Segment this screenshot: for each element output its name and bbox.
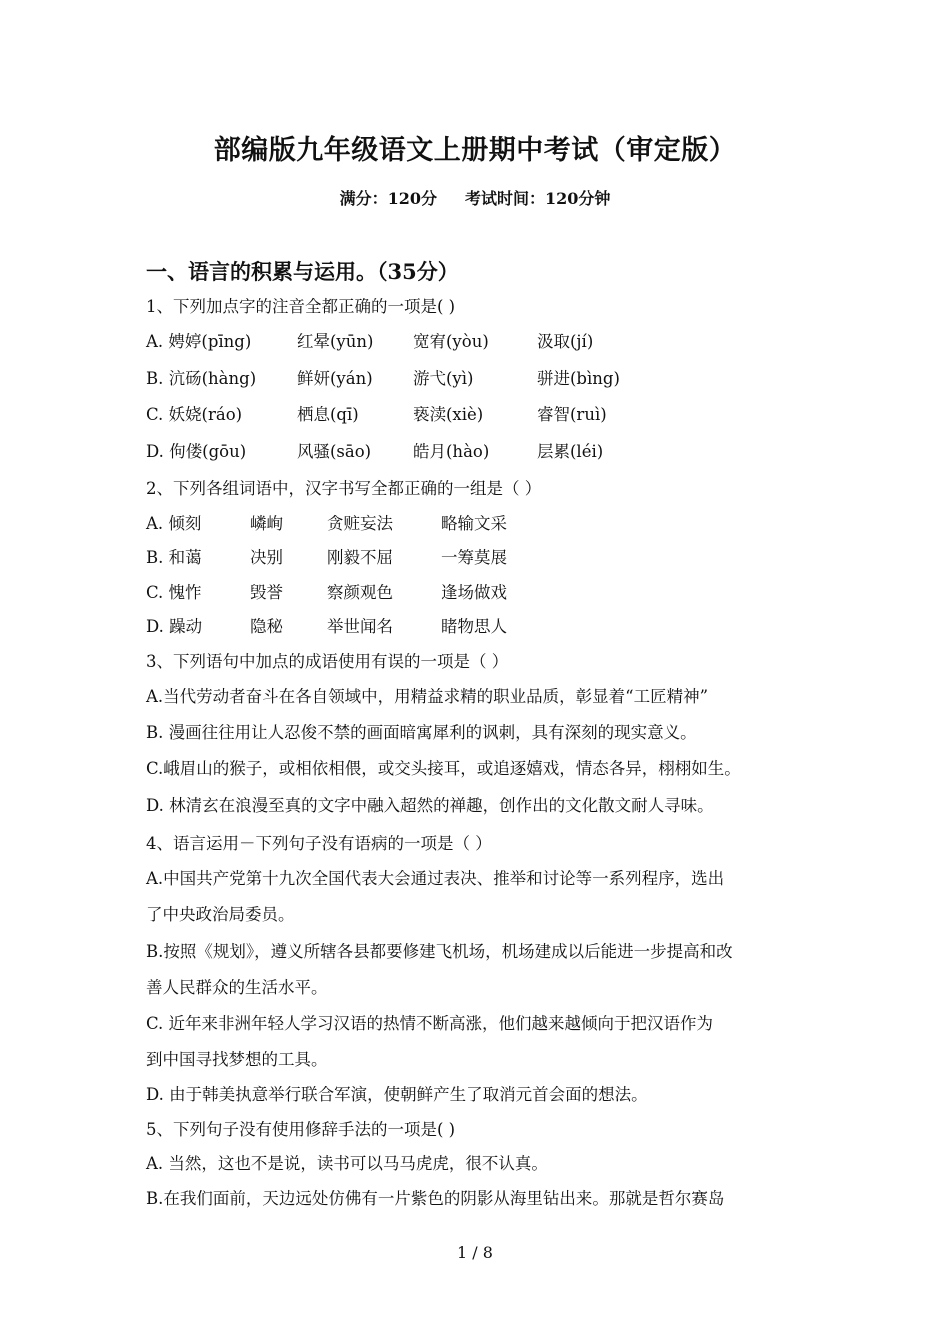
q1-option-0-0: A. 娉婷(pīng) [146, 332, 252, 351]
q3-option-d: D. 林清玄在浪漫至真的文字中融入超然的禅趣，创作出的文化散文耐人寻味。 [146, 796, 714, 815]
q2-option-2-0: C. 愧怍 [146, 583, 202, 602]
exam-info [0, 186, 950, 209]
q1-option-3-3: 层累(léi) [537, 442, 604, 461]
q1-option-3-2: 皓月(hào) [413, 442, 490, 461]
q5-option-a: A. 当然，这也不是说，读书可以马马虎虎，很不认真。 [146, 1154, 548, 1173]
page-number: 1 / 8 [457, 1243, 493, 1262]
q1-option-0-3: 汲取(jí) [537, 332, 594, 351]
q1-option-2-0: C. 妖娆(ráo) [146, 405, 243, 424]
q3-stem: 3、下列语句中加点的成语使用有误的一项是（ ） [146, 652, 509, 671]
q1-option-1-1: 鲜妍(yán) [297, 369, 373, 388]
page-title: 部编版九年级语文上册期中考试（审定版） [213, 135, 737, 166]
q3-option-b: B. 漫画往往用让人忍俊不禁的画面暗寓犀利的讽刺，具有深刻的现实意义。 [146, 723, 697, 742]
q1-option-2-1: 栖息(qī) [297, 405, 359, 424]
q2-option-3-1: 隐秘 [250, 617, 283, 636]
q1-option-0-1: 红晕(yūn) [297, 332, 374, 351]
q4-option-b-line1: B.按照《规划》，遵义所辖各县都要修建飞机场，机场建成以后能进一步提高和改 [146, 942, 733, 961]
q1-option-1-2: 游弋(yì) [413, 369, 474, 388]
q2-option-1-3: 一筹莫展 [441, 548, 507, 567]
q1-option-0-2: 宽宥(yòu) [413, 332, 489, 351]
full-score: 满分：120分 [339, 189, 437, 208]
q1-option-1-0: B. 沆砀(hàng) [146, 369, 257, 388]
q5-option-b: B.在我们面前，天边远处仿佛有一片紫色的阴影从海里钻出来。那就是哲尔赛岛 [146, 1189, 725, 1208]
q2-stem: 2、下列各组词语中，汉字书写全都正确的一组是（ ） [146, 479, 542, 498]
q1-option-2-3: 睿智(ruì) [537, 405, 607, 424]
q4-option-a-line1: A.中国共产党第十九次全国代表大会通过表决、推举和讨论等一系列程序，选出 [146, 869, 725, 888]
q2-option-3-2: 举世闻名 [327, 617, 393, 636]
q2-option-1-2: 刚毅不屈 [327, 548, 393, 567]
q4-option-d: D. 由于韩美执意举行联合军演，使朝鲜产生了取消元首会面的想法。 [146, 1085, 648, 1104]
q1-option-1-3: 骈进(bìng) [537, 369, 620, 388]
q4-option-c-line1: C. 近年来非洲年轻人学习汉语的热情不断高涨，他们越来越倾向于把汉语作为 [146, 1014, 714, 1033]
q4-option-b-line2: 善人民群众的生活水平。 [146, 978, 328, 997]
q5-stem: 5、下列句子没有使用修辞手法的一项是( ) [146, 1120, 456, 1139]
q2-option-1-1: 决别 [250, 548, 283, 567]
q3-option-a: A.当代劳动者奋斗在各自领域中，用精益求精的职业品质，彰显着“工匠精神” [146, 687, 709, 706]
q2-option-2-2: 察颜观色 [327, 583, 393, 602]
q4-option-a-line2: 了中央政治局委员。 [146, 905, 295, 924]
exam-time: 考试时间：120分钟 [465, 189, 611, 208]
q1-stem: 1、下列加点字的注音全都正确的一项是( ) [146, 297, 456, 316]
q1-option-3-0: D. 佝偻(gōu) [146, 442, 247, 461]
q2-option-2-1: 毁誉 [250, 583, 283, 602]
q4-option-c-line2: 到中国寻找梦想的工具。 [146, 1050, 328, 1069]
section-heading: 一、语言的积累与运用。（35分） [146, 259, 459, 284]
q1-option-3-1: 风骚(sāo) [297, 442, 372, 461]
q2-option-2-3: 逢场做戏 [441, 583, 507, 602]
q2-option-3-3: 睹物思人 [441, 617, 507, 636]
q2-option-0-2: 贪赃妄法 [327, 514, 393, 533]
q2-option-0-3: 略输文采 [441, 514, 507, 533]
q4-stem: 4、语言运用－下列句子没有语病的一项是（ ） [146, 834, 492, 853]
q2-option-0-1: 嶙峋 [250, 514, 283, 533]
q2-option-1-0: B. 和蔼 [146, 548, 202, 567]
q3-option-c: C.峨眉山的猴子，或相依相偎，或交头接耳，或追逐嬉戏，情态各异，栩栩如生。 [146, 759, 741, 778]
q1-option-2-2: 亵渎(xiè) [413, 405, 484, 424]
q2-option-3-0: D. 躁动 [146, 617, 203, 636]
q2-option-0-0: A. 倾刻 [146, 514, 202, 533]
